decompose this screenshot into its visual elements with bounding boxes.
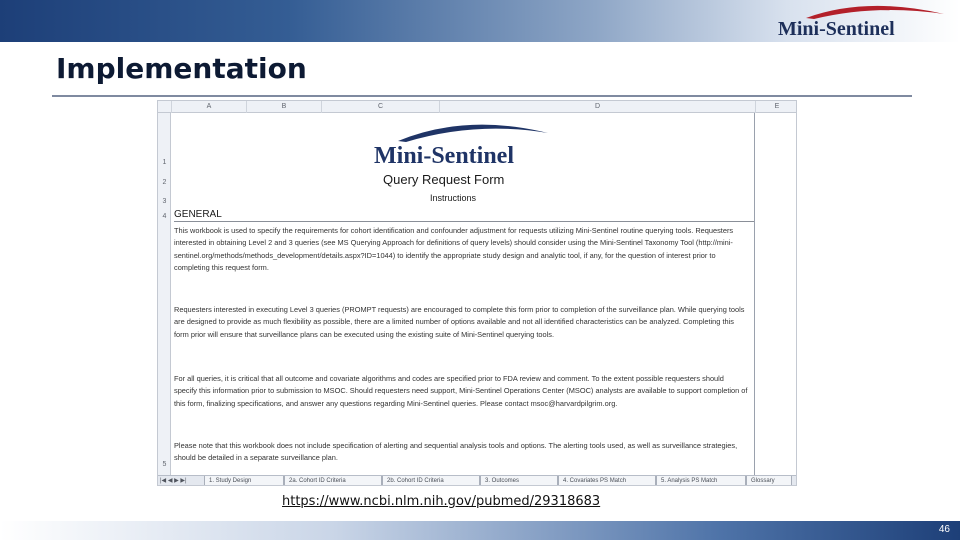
bottom-banner <box>0 521 960 540</box>
instruction-paragraph: For all queries, it is critical that all outcome and covariate algorithms and codes are specified prior to FDA review and comment. To the extent possible requesters should specify this information prior to submission to MSOC. Should requesters need support, Mini-Sentinel Operations Center (MSOC) analysts are available to support completion of this form, finalizing specifications, and answer any questions regarding Mini-Sentinel queries. Please contact msoc@harvardpilgrim.org. <box>174 374 748 408</box>
sheet-tab[interactable]: 2a. Cohort ID Criteria <box>284 476 382 486</box>
page-number: 46 <box>938 524 950 535</box>
instructions-label: Instructions <box>430 193 477 203</box>
sheet-tab[interactable]: 1. Study Design <box>204 476 284 486</box>
mini-sentinel-logo <box>372 117 552 169</box>
instruction-paragraph: This workbook is used to specify the requirements for cohort identification and confounder adjustment for requests utilizing Mini-Sentinel routine querying tools. Requesters interested in obtaining Level 2 and 3 queries (see MS Querying Approach for definitions of query levels) should consider using the Mini-Sentinel Taxonomy Tool (http://mini-sentinel.org/methods/methods_development/details.aspx?ID=1044) to identify the appropriate study design and analytic tool, if any, for the question of interest prior to completing this request form. <box>174 226 734 272</box>
row-header-bar <box>158 113 171 475</box>
source-link[interactable]: https://www.ncbi.nlm.nih.gov/pubmed/29318683 <box>282 494 601 509</box>
sheet-tab[interactable]: 5. Analysis PS Match <box>656 476 746 486</box>
sheet-tab-bar <box>158 475 797 486</box>
column-header-e: E <box>755 101 797 113</box>
svg-text:Mini-Sentinel: Mini-Sentinel <box>374 143 515 169</box>
column-header-bar <box>158 101 797 113</box>
section-heading: GENERAL <box>174 209 754 222</box>
row-header-5: 5 <box>162 461 167 468</box>
tab-scroll-arrows[interactable]: |◀ ◀ ▶ ▶| <box>160 478 187 484</box>
form-title: Query Request Form <box>383 172 505 187</box>
column-header-d: D <box>439 101 755 113</box>
row-header-2: 2 <box>162 179 167 186</box>
svg-text:Mini-Sentinel: Mini-Sentinel <box>778 18 895 40</box>
sheet-tab[interactable]: 4. Covariates PS Match <box>558 476 656 486</box>
instruction-paragraph: Please note that this workbook does not include specification of alerting and sequential analysis tools and options. The alerting tools used, as well as surveillance strategies, should be detailed in a separate surveillance plan. <box>174 441 738 463</box>
column-header-b: B <box>246 101 321 113</box>
title-divider <box>52 95 912 97</box>
spreadsheet-screenshot <box>157 100 797 486</box>
instruction-paragraph: Requesters interested in executing Level 3 queries (PROMPT requests) are encouraged to complete this form prior to completion of the surveillance plan. While querying tools are designed to provide as much flexibility as possible, there are a limited number of options available and not all identified characteristics can be analyzed. Completing this form prior will ensure that surveillance plans can be executed using the existing suite of Mini-Sentinel querying tools. <box>174 305 745 339</box>
sheet-tab[interactable]: 2b. Cohort ID Criteria <box>382 476 480 486</box>
column-header-a: A <box>171 101 246 113</box>
page-title: Implementation <box>56 52 307 85</box>
sheet-tab[interactable]: 3. Outcomes <box>480 476 558 486</box>
column-header-c: C <box>321 101 439 113</box>
row-header-1: 1 <box>162 159 167 166</box>
row-header-4: 4 <box>162 213 167 220</box>
row-header-3: 3 <box>162 198 167 205</box>
sheet-tab[interactable]: Glossary <box>746 476 792 486</box>
mini-sentinel-logo <box>776 2 948 42</box>
